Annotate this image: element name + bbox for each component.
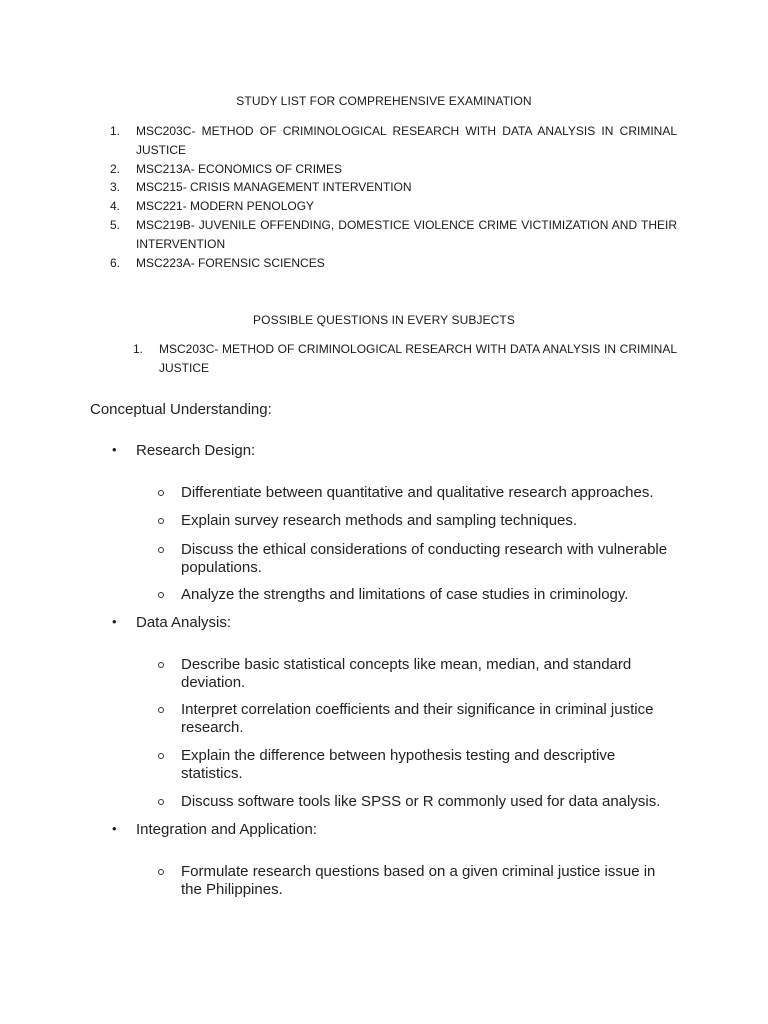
list-number: 1. — [110, 124, 121, 138]
list-item — [158, 586, 678, 604]
circle-bullet-icon — [158, 662, 164, 668]
list-item — [158, 793, 678, 811]
list-item — [158, 656, 678, 692]
bullet-icon: • — [112, 614, 117, 629]
section-label: Research Design: — [136, 442, 256, 459]
possible-questions-heading: POSSIBLE QUESTIONS IN EVERY SUBJECTS — [253, 313, 515, 327]
list-item — [158, 541, 678, 577]
study-list — [110, 122, 677, 272]
list-number: 4. — [110, 199, 121, 214]
circle-bullet-icon — [158, 753, 164, 759]
list-text: MSC215- CRISIS MANAGEMENT INTERVENTION — [136, 180, 412, 195]
item-text: Interpret correlation coefficients and their significance in criminal justice research. — [181, 701, 654, 736]
list-item — [158, 863, 678, 899]
list-number: 1. — [133, 342, 144, 356]
item-text: Discuss software tools like SPSS or R commonly used for data analysis. — [181, 793, 661, 810]
study-list-heading: STUDY LIST FOR COMPREHENSIVE EXAMINATION — [236, 94, 532, 108]
list-item — [110, 122, 677, 160]
item-text: Explain survey research methods and sampling techniques. — [181, 512, 578, 529]
list-item — [158, 701, 678, 737]
list-text: MSC213A- ECONOMICS OF CRIMES — [136, 161, 343, 176]
item-text: Formulate research questions based on a given criminal justice issue in the Philippines. — [181, 863, 656, 898]
list-number: 5. — [110, 217, 121, 232]
list-item — [158, 747, 678, 783]
list-item — [158, 512, 678, 530]
list-text: MSC203C- METHOD OF CRIMINOLOGICAL RESEARCH WITH DATA ANALYSIS IN CRIMINAL JUSTICE — [136, 124, 677, 157]
list-number: 3. — [110, 180, 121, 195]
list-item — [133, 340, 677, 378]
bullet-icon: • — [112, 442, 117, 457]
list-item — [110, 254, 677, 273]
conceptual-understanding-heading: Conceptual Understanding: — [90, 401, 272, 418]
section-label: Data Analysis: — [136, 614, 232, 631]
circle-bullet-icon — [158, 490, 164, 496]
list-text: MSC219B- JUVENILE OFFENDING, DOMESTICE VIOLENCE CRIME VICTIMIZATION AND THEIR INTERVENTION — [136, 217, 677, 251]
item-text: Describe basic statistical concepts like mean, median, and standard deviation. — [181, 656, 632, 691]
list-item — [110, 216, 677, 254]
circle-bullet-icon — [158, 799, 164, 805]
circle-bullet-icon — [158, 547, 164, 553]
list-item — [158, 484, 678, 502]
item-text: Discuss the ethical considerations of conducting research with vulnerable populations. — [181, 541, 668, 576]
list-number: 2. — [110, 161, 121, 176]
bullet-icon: • — [112, 821, 117, 836]
subject-list — [133, 340, 677, 378]
list-item — [110, 197, 677, 216]
circle-bullet-icon — [158, 707, 164, 713]
list-text: MSC223A- FORENSIC SCIENCES — [136, 255, 325, 270]
item-text: Explain the difference between hypothesis testing and descriptive statistics. — [181, 747, 616, 782]
item-text: Differentiate between quantitative and qualitative research approaches. — [181, 484, 654, 501]
section-label: Integration and Application: — [136, 821, 317, 838]
circle-bullet-icon — [158, 518, 164, 524]
list-text: MSC221- MODERN PENOLOGY — [136, 199, 315, 214]
list-item — [110, 178, 677, 197]
circle-bullet-icon — [158, 869, 164, 875]
list-number: 6. — [110, 255, 121, 270]
list-text: MSC203C- METHOD OF CRIMINOLOGICAL RESEARCH WITH DATA ANALYSIS IN CRIMINAL JUSTICE — [159, 342, 677, 375]
circle-bullet-icon — [158, 592, 164, 598]
list-item — [110, 160, 677, 179]
item-text: Analyze the strengths and limitations of case studies in criminology. — [181, 586, 629, 603]
